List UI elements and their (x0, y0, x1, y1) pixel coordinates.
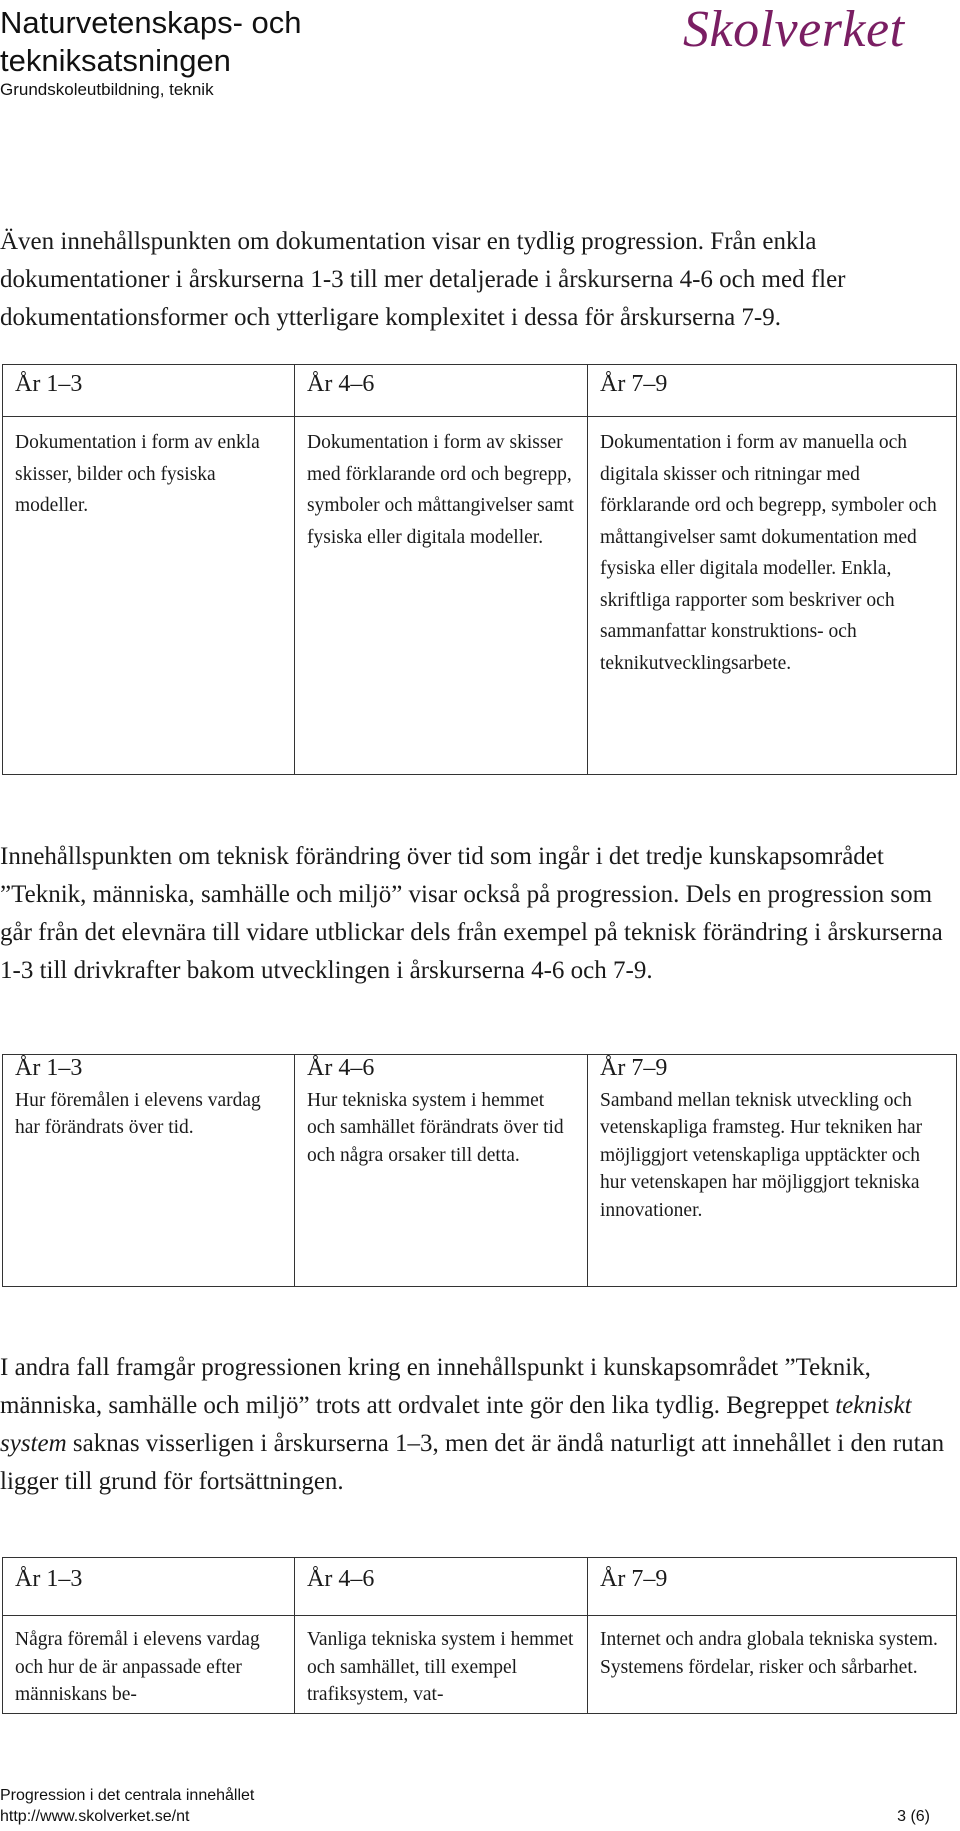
table-header-cell: År 4–6 (295, 1558, 588, 1616)
table-cell: Dokumentation i form av enkla skisser, bilder och fysiska modeller. (3, 417, 295, 775)
table-header-cell: År 4–6 (295, 365, 588, 417)
table-header-row (3, 365, 957, 417)
footer-url[interactable]: http://www.skolverket.se/nt (0, 1808, 190, 1825)
paragraph-documentation: Även innehållspunkten om dokumentation visar en tydlig progression. Från enkla dokumentationer i årskurserna 1-3 till mer detaljerade i årskurserna 4-6 och med fler dokumentationsformer och ytterligare komplexitet i dessa för årskurserna 7-9. (0, 228, 846, 331)
progression-table-technical-system (2, 1557, 957, 1714)
progression-table-documentation (2, 364, 957, 775)
paragraph-text: saknas visserligen i årskurserna 1–3, men det är ändå naturligt att innehållet i den rutan ligger till grund för fortsättningen. (0, 1430, 945, 1495)
table-header-row (3, 1558, 957, 1616)
table-row (3, 1087, 957, 1287)
table-row (3, 417, 957, 775)
table-cell: Vanliga tekniska system i hemmet och samhället, till exempel trafiksystem, vat- (295, 1616, 588, 1714)
table-header-cell: År 4–6 (295, 1055, 588, 1087)
table-header-cell: År 7–9 (588, 1055, 957, 1087)
document-subtitle: Grundskoleutbildning, teknik (0, 80, 214, 99)
table-header-cell: År 7–9 (588, 365, 957, 417)
table-header-row (3, 1055, 957, 1087)
page-number: 3 (6) (897, 1808, 930, 1825)
paragraph-technical-system (0, 1349, 958, 1501)
paragraph-technical-change: Innehållspunkten om teknisk förändring över tid som ingår i det tredje kunskapsområdet ”Teknik, människa, samhälle och miljö” visar också på progression. Dels en progression som går från det elevnära till vidare utblickar dels från exempel på teknisk förändring i årskurserna 1-3 till drivkrafter bakom utvecklingen i årskurserna 4-6 och 7-9. (0, 843, 943, 984)
table-row (3, 1616, 957, 1714)
emphasized-term: tekniskt system (0, 1392, 912, 1457)
table-header-cell: År 1–3 (3, 365, 295, 417)
table-header-cell: År 1–3 (3, 1558, 295, 1616)
table-cell: Några föremål i elevens vardag och hur de är anpassade efter människans be- (3, 1616, 295, 1714)
footer-document-title: Progression i det centrala innehållet (0, 1787, 255, 1804)
paragraph-text: I andra fall framgår progressionen kring en innehållspunkt i kunskapsområdet ”Teknik, människa, samhälle och miljö” trots att ordvalet inte gör den lika tydlig. Begreppet (0, 1354, 871, 1419)
table-cell: Hur tekniska system i hemmet och samhället förändrats över tid och några orsaker till detta. (295, 1087, 588, 1287)
table-cell: Internet och andra globala tekniska system. Systemens fördelar, risker och sårbarhet. (588, 1616, 957, 1714)
table-cell: Hur föremålen i elevens vardag har förändrats över tid. (3, 1087, 295, 1287)
table-cell: Dokumentation i form av skisser med förklarande ord och begrepp, symboler och måttangivelser samt fysiska eller digitala modeller. (295, 417, 588, 775)
document-title: Naturvetenskaps- och tekniksatsningen (0, 5, 302, 78)
table-header-cell: År 7–9 (588, 1558, 957, 1616)
table-header-cell: År 1–3 (3, 1055, 295, 1087)
skolverket-logo: Skolverket (683, 1, 905, 58)
table-cell: Dokumentation i form av manuella och digitala skisser och ritningar med förklarande ord och begrepp, symboler och måttangivelser samt dokumentation med fysiska eller digitala modeller. Enkla, skriftliga rapporter som beskriver och sammanfattar konstruktions- och teknikutvecklingsarbete. (588, 417, 957, 775)
progression-table-technical-change (2, 1054, 957, 1287)
table-cell: Samband mellan teknisk utveckling och vetenskapliga framsteg. Hur tekniken har möjliggjort vetenskapliga upptäckter och hur vetenskapen har möjliggjort tekniska innovationer. (588, 1087, 957, 1287)
